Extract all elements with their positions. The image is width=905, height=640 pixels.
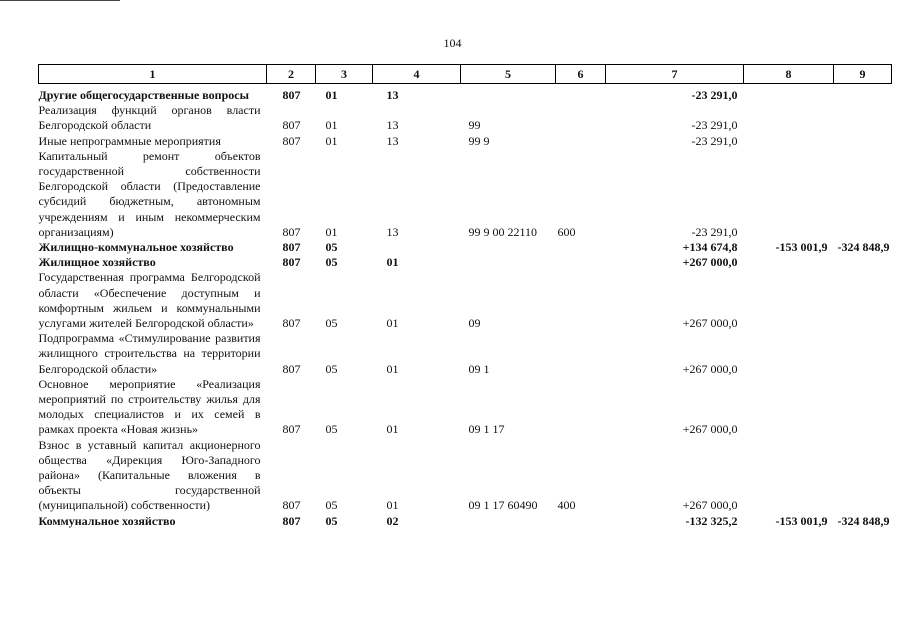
amount-2021 <box>834 88 892 103</box>
expense-type-code <box>556 134 606 149</box>
budget-table <box>38 64 892 529</box>
section-code: 05 <box>325 513 338 528</box>
amount-2021: -324 848,9 <box>837 513 890 528</box>
subsection-code <box>373 240 461 255</box>
section-code: 01 <box>325 133 338 148</box>
row-name: Подпрограмма «Стимулирование развития жилищного строительства на территории Белгородской области» <box>38 331 261 376</box>
expense-type-code: 600 <box>557 224 576 239</box>
amount-2021 <box>834 103 892 133</box>
target-article-code: 09 1 17 60490 <box>468 498 538 513</box>
target-article-code <box>461 240 556 255</box>
amount-2019: +267 000,0 <box>682 361 738 376</box>
amount-2021 <box>834 331 892 377</box>
column-header-2: 2 <box>267 65 316 84</box>
page-number: 104 <box>443 36 462 50</box>
table-row <box>39 255 892 270</box>
expense-type-code <box>556 514 606 529</box>
expense-type-code <box>556 255 606 270</box>
section-code: 05 <box>325 498 338 513</box>
row-name: Коммунальное хозяйство <box>38 513 176 528</box>
amount-2019: +267 000,0 <box>682 255 738 270</box>
column-header-5: 5 <box>461 65 556 84</box>
row-name: Иные непрограммные мероприятия <box>38 133 221 148</box>
target-article-code: 99 9 00 22110 <box>468 224 538 239</box>
subsection-code: 01 <box>386 255 399 270</box>
row-name: Реализация функций органов власти Белгородской области <box>38 103 261 133</box>
amount-2020 <box>744 134 834 149</box>
expense-type-code <box>556 103 606 133</box>
amount-2021 <box>834 255 892 270</box>
kvsr-code: 807 <box>282 255 301 270</box>
table-row <box>39 514 892 529</box>
section-code: 01 <box>325 88 338 102</box>
kvsr-code: 807 <box>282 361 301 376</box>
table-row <box>39 103 892 133</box>
table-row <box>39 270 892 331</box>
column-header-3: 3 <box>316 65 373 84</box>
amount-2020 <box>744 88 834 103</box>
table-row <box>39 149 892 240</box>
subsection-code: 01 <box>386 361 399 376</box>
target-article-code: 99 <box>468 118 481 133</box>
table-row <box>39 134 892 149</box>
column-header-6: 6 <box>556 65 606 84</box>
amount-2020 <box>744 255 834 270</box>
amount-2019: -23 291,0 <box>691 88 738 102</box>
table-body <box>39 84 892 529</box>
subsection-code: 13 <box>386 133 399 148</box>
table-row <box>39 240 892 255</box>
row-name: Жилищно-коммунальное хозяйство <box>38 240 234 255</box>
amount-2019: -23 291,0 <box>691 224 738 239</box>
amount-2020 <box>744 377 834 438</box>
row-name: Жилищное хозяйство <box>38 255 156 270</box>
table-row <box>39 438 892 514</box>
column-header-1: 1 <box>39 65 267 84</box>
section-code: 05 <box>325 422 338 437</box>
amount-2019: +267 000,0 <box>682 498 738 513</box>
subsection-code: 13 <box>386 118 399 133</box>
column-header-4: 4 <box>373 65 461 84</box>
column-header-9: 9 <box>834 65 892 84</box>
amount-2021 <box>834 438 892 514</box>
amount-2019: +267 000,0 <box>682 316 738 331</box>
expense-type-code <box>556 377 606 438</box>
column-header-8: 8 <box>744 65 834 84</box>
kvsr-code: 807 <box>282 133 301 148</box>
amount-2019: +134 674,8 <box>682 240 738 255</box>
kvsr-code: 807 <box>282 513 301 528</box>
expense-type-code: 400 <box>557 498 576 513</box>
table-row <box>39 331 892 377</box>
kvsr-code: 807 <box>282 316 301 331</box>
section-code: 05 <box>325 316 338 331</box>
target-article-code <box>461 88 556 103</box>
amount-2021: -324 848,9 <box>837 240 890 255</box>
row-name: Другие общегосударственные вопросы <box>38 88 249 102</box>
kvsr-code: 807 <box>282 224 301 239</box>
scan-edge-line <box>0 0 120 1</box>
column-header-7: 7 <box>606 65 744 84</box>
section-code: 01 <box>325 118 338 133</box>
subsection-code: 13 <box>386 224 399 239</box>
amount-2021 <box>834 149 892 240</box>
section-code: 05 <box>325 361 338 376</box>
table-row <box>39 377 892 438</box>
target-article-code: 99 9 <box>468 133 490 148</box>
target-article-code: 09 1 <box>468 361 490 376</box>
kvsr-code: 807 <box>282 118 301 133</box>
row-name: Взнос в уставный капитал акционерного общества «Дирекция Юго-Западного района» (Капитальные вложения в объекты государственной (муниципальной) собственности) <box>38 437 261 513</box>
kvsr-code: 807 <box>282 240 301 255</box>
subsection-code: 01 <box>386 422 399 437</box>
row-name: Государственная программа Белгородской области «Обеспечение доступным и комфортным жильем и коммунальными услугами жителей Белгородской области» <box>38 270 261 331</box>
target-article-code <box>461 514 556 529</box>
row-name: Капитальный ремонт объектов государственной собственности Белгородской области (Предоставление субсидий бюджетным, автономным учреждениям и иным некоммерческим организациям) <box>38 148 261 239</box>
amount-2019: +267 000,0 <box>682 422 738 437</box>
amount-2021 <box>834 377 892 438</box>
expense-type-code <box>556 270 606 331</box>
header-row <box>39 65 892 84</box>
amount-2019: -132 325,2 <box>685 513 738 528</box>
section-code: 05 <box>325 255 338 270</box>
amount-2021 <box>834 270 892 331</box>
expense-type-code <box>556 240 606 255</box>
section-code: 01 <box>325 224 338 239</box>
table-row <box>39 88 892 103</box>
target-article-code: 09 <box>468 316 481 331</box>
subsection-code: 13 <box>386 88 399 102</box>
subsection-code: 02 <box>386 513 399 528</box>
expense-type-code <box>556 331 606 377</box>
amount-2020 <box>744 149 834 240</box>
expense-type-code <box>556 88 606 103</box>
subsection-code: 01 <box>386 316 399 331</box>
amount-2020: -153 001,9 <box>775 240 828 255</box>
kvsr-code: 807 <box>282 422 301 437</box>
section-code: 05 <box>325 240 338 255</box>
amount-2021 <box>834 134 892 149</box>
amount-2020 <box>744 103 834 133</box>
amount-2020 <box>744 331 834 377</box>
target-article-code <box>461 255 556 270</box>
subsection-code: 01 <box>386 498 399 513</box>
row-name: Основное мероприятие «Реализация мероприятий по строительству жилья для молодых специалистов и их семей в рамках проекта «Новая жизнь» <box>38 376 261 437</box>
kvsr-code: 807 <box>282 88 301 102</box>
amount-2020: -153 001,9 <box>775 513 828 528</box>
amount-2019: -23 291,0 <box>691 118 738 133</box>
kvsr-code: 807 <box>282 498 301 513</box>
amount-2019: -23 291,0 <box>691 133 738 148</box>
target-article-code: 09 1 17 <box>468 422 505 437</box>
amount-2020 <box>744 270 834 331</box>
amount-2020 <box>744 438 834 514</box>
